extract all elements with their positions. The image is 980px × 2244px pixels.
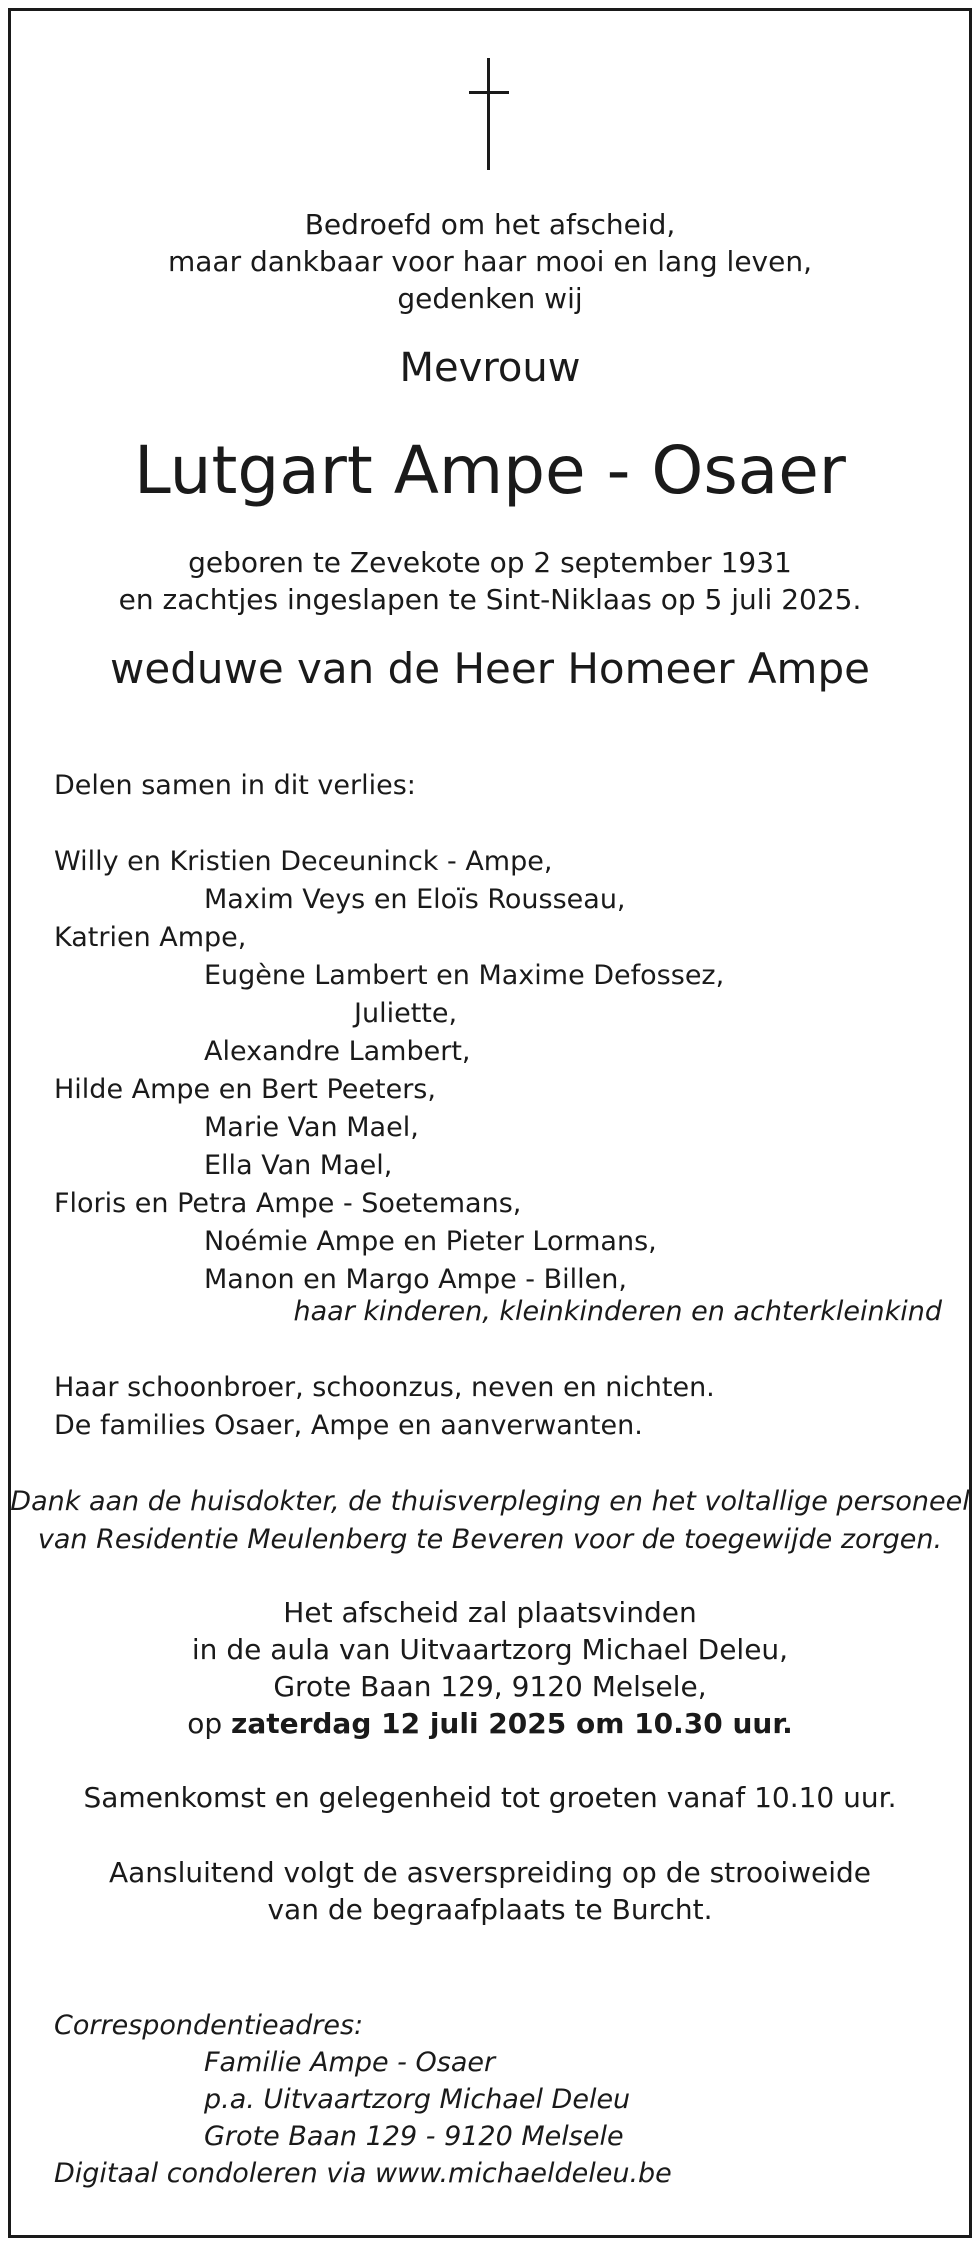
ceremony-date xyxy=(0,1706,980,1742)
burial-line: Aansluitend volgt de asverspreiding op de strooiweide xyxy=(108,1856,871,1889)
family-line: Ella Van Mael, xyxy=(204,1150,393,1181)
family-line: Manon en Margo Ampe - Billen, xyxy=(204,1264,627,1295)
cross-icon xyxy=(469,58,509,170)
ceremony-line: in de aula van Uitvaartzorg Michael Deleu, xyxy=(191,1633,789,1666)
intro-line-3: gedenken wij xyxy=(397,282,583,315)
family-line: Noémie Ampe en Pieter Lormans, xyxy=(204,1226,657,1257)
family-line: Floris en Petra Ampe - Soetemans, xyxy=(54,1188,522,1219)
relatives-line: De families Osaer, Ampe en aanverwanten. xyxy=(54,1410,643,1441)
intro-line-2: maar dankbaar voor haar mooi en lang leven, xyxy=(167,245,812,278)
burial-line: van de begraafplaats te Burcht. xyxy=(267,1893,713,1926)
family-line: Eugène Lambert en Maxime Defossez, xyxy=(204,960,725,991)
family-line: Maxim Veys en Eloïs Rousseau, xyxy=(204,884,626,915)
family-line: Marie Van Mael, xyxy=(204,1112,419,1143)
family-intro: Delen samen in dit verlies: xyxy=(54,770,416,801)
ceremony-date-bold: zaterdag 12 juli 2025 om 10.30 uur. xyxy=(231,1707,793,1740)
family-line: Hilde Ampe en Bert Peeters, xyxy=(54,1074,436,1105)
gathering-line: Samenkomst en gelegenheid tot groeten vanaf 10.10 uur. xyxy=(83,1781,897,1814)
family-line: Alexandre Lambert, xyxy=(204,1036,471,1067)
death-line: en zachtjes ingeslapen te Sint-Niklaas op 5 juli 2025. xyxy=(118,583,862,616)
online-condolence: Digitaal condoleren via www.michaeldeleu.be xyxy=(54,2158,672,2189)
ceremony-line: Grote Baan 129, 9120 Melsele, xyxy=(273,1670,707,1703)
intro-line-1: Bedroefd om het afscheid, xyxy=(304,208,676,241)
deceased-name: Lutgart Ampe - Osaer xyxy=(134,432,846,509)
ceremony-line: Het afscheid zal plaatsvinden xyxy=(283,1596,697,1629)
relatives-line: Haar schoonbroer, schoonzus, neven en nichten. xyxy=(54,1372,715,1403)
birth-line: geboren te Zevekote op 2 september 1931 xyxy=(188,546,792,579)
correspondence-line: p.a. Uitvaartzorg Michael Deleu xyxy=(204,2084,631,2115)
thanks-line-1: Dank aan de huisdokter, de thuisverpleging en het voltallige personeel xyxy=(10,1486,970,1517)
widow-line: weduwe van de Heer Homeer Ampe xyxy=(110,644,870,693)
correspondence-line: Grote Baan 129 - 9120 Melsele xyxy=(204,2121,624,2152)
correspondence-label: Correspondentieadres: xyxy=(54,2010,364,2041)
family-line: Willy en Kristien Deceuninck - Ampe, xyxy=(54,846,553,877)
family-line: Katrien Ampe, xyxy=(54,922,247,953)
ceremony-date-prefix: op xyxy=(187,1707,223,1740)
salutation: Mevrouw xyxy=(399,345,581,391)
family-summary: haar kinderen, kleinkinderen en achterkleinkind xyxy=(293,1296,942,1327)
family-line: Juliette, xyxy=(354,998,458,1029)
correspondence-line: Familie Ampe - Osaer xyxy=(204,2047,496,2078)
thanks-line-2: van Residentie Meulenberg te Beveren voor de toegewijde zorgen. xyxy=(37,1524,943,1555)
